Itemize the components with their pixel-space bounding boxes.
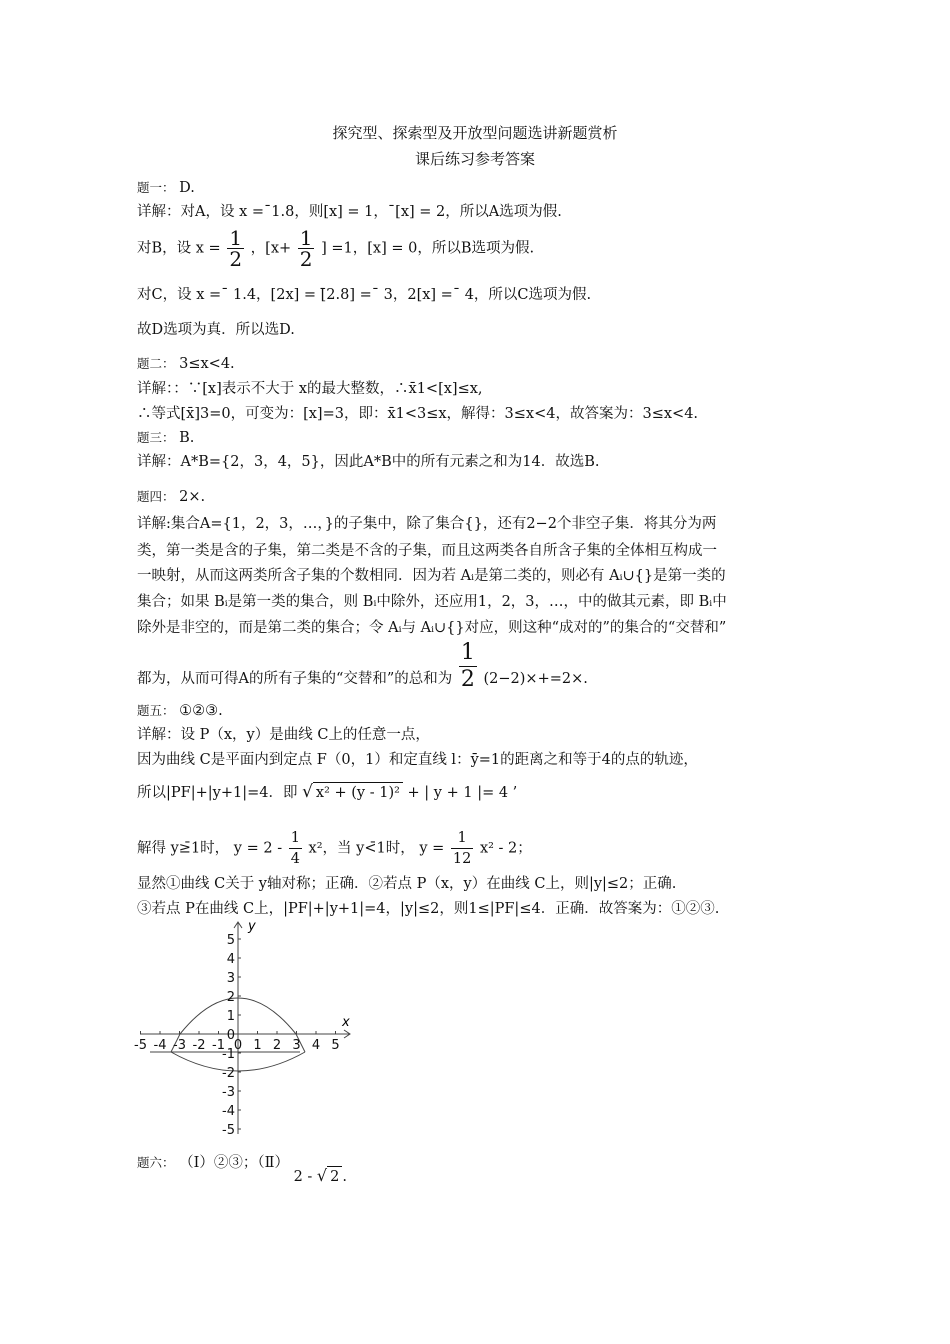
q5-f2-num: 1 [451, 828, 473, 849]
q1-line3: 对C，设 x =¯ 1.4，[2x] = [̄2.8] =¯ 3，2[x] =¯ 4，所以C选项为假. [137, 287, 592, 303]
y-tick-label: 1 [226, 1009, 235, 1024]
q3-line1: 详解：A*B={2，3，4，5}，因此A*B中的所有元素之和为14．故选B. [137, 454, 600, 470]
q1-label: 题一： [137, 180, 175, 195]
q6-label: 题六： [137, 1155, 175, 1170]
q2-header [137, 354, 235, 374]
q1-line2b: ，[x+ [250, 240, 292, 257]
q6-line [137, 1152, 347, 1185]
q1-half-den-1: 2 [229, 247, 243, 271]
q4-frac-num: 1 [460, 640, 475, 665]
q5-line2: 因为曲线 C是平面内到定点 F（0，1）和定直线 l：ȳ=1的距离之和等于4的点的轨迹， [137, 752, 698, 768]
q5-line4e: x² - 2； [479, 840, 532, 857]
x-tick-label: -3 [173, 1038, 186, 1053]
sqrt-sign-q6: √ [316, 1166, 328, 1185]
q5-label: 题五： [137, 703, 175, 718]
q1-line1: 详解：对A，设 x =¯1.8，则[x] = 1，¯[x] = 2，所以A选项为假. [137, 204, 562, 220]
curve-graph [130, 916, 370, 1138]
q4-fraction [459, 640, 477, 693]
q5-line4c: x²，当 y<̄1时， [308, 840, 415, 857]
q1-answer: D. [179, 180, 195, 196]
q2-line2: ∴等式[x̄]3=0，可变为：[x]=3，即：x̄1<3≤x，解得：3≤x<4，故答案为：3≤x<4. [137, 406, 699, 422]
q4-line6b: (2−2)×+=2×. [483, 671, 588, 687]
q6-expr-b: 2 [327, 1166, 342, 1187]
q1-half-fraction-2 [298, 228, 315, 269]
q4-line6 [137, 640, 588, 693]
sqrt-sign: √ [302, 782, 313, 802]
q5-sqrt-expr: x² + (y - 1)² [313, 782, 403, 803]
q1-line2c: ] =1，[x] = 0，所以B选项为假. [321, 240, 535, 257]
q4-header [137, 487, 205, 507]
x-tick-label: -4 [153, 1038, 167, 1053]
q5-line4d: y = [419, 840, 445, 857]
x-tick-label: 4 [311, 1038, 321, 1053]
q4-line1: 详解:集合A={1，2，3，…，}的子集中，除了集合{}，还有2−2个非空子集．将其分为两 [137, 516, 717, 532]
q1-half-fraction-1 [227, 228, 244, 269]
q2-answer: 3≤x<4. [179, 356, 235, 372]
q4-line3: 一映射，从而这两类所含子集的个数相同．因为若 Aᵢ是第二类的，则必有 Aᵢ∪{}是第一类的 [137, 568, 726, 584]
x-tick-label: 0 [233, 1038, 243, 1053]
q3-header [137, 428, 194, 448]
q2-label: 题二： [137, 356, 175, 371]
y-tick-label: 2 [226, 990, 235, 1005]
q3-answer: B. [179, 430, 195, 446]
y-tick-label: -5 [222, 1123, 235, 1138]
q4-line2: 类，第一类是含的子集，第二类是不含的子集，而且这两类各自所含子集的全体相互构成一 [137, 543, 717, 559]
q6-answer: （Ⅰ）②③；（Ⅱ） [179, 1155, 289, 1171]
q4-label: 题四： [137, 489, 175, 504]
q5-line4a: 解得 y≥̄1时， [137, 840, 230, 857]
q5-fraction-2 [451, 828, 473, 869]
q5-f2-den: 12 [452, 851, 472, 867]
y-tick-label: -3 [222, 1085, 235, 1100]
x-tick-label: 1 [253, 1038, 262, 1053]
q2-line1: 详解：：∵[x]表示不大于 x的最大整数，∴x̄1<[x]≤x, [137, 381, 483, 397]
q6-expr-a: 2 - [293, 1169, 313, 1185]
q5-line4b: y = 2 - [233, 840, 283, 857]
q3-label: 题三： [137, 430, 175, 445]
x-tick-label: 3 [292, 1038, 301, 1053]
q1-header [137, 178, 195, 198]
q4-frac-den: 2 [460, 667, 475, 692]
x-tick-label: -1 [212, 1038, 225, 1053]
q1-half-num-1: 1 [229, 226, 243, 250]
q4-line6a: 都为，从而可得A的所有子集的“交替和”的总和为 [137, 671, 453, 687]
y-tick-label: 5 [226, 933, 235, 948]
page-title: 探究型、探索型及开放型问题选讲新题赏析 [332, 124, 618, 142]
y-axis-label: y [248, 919, 256, 934]
q1-line4: 故D选项为真．所以选D. [137, 322, 295, 338]
y-tick-label: 0 [226, 1028, 235, 1043]
y-tick-label: 4 [226, 952, 235, 967]
q1-half-num-2: 1 [299, 226, 313, 250]
q1-half-den-2: 2 [299, 247, 313, 271]
q6-end: . [342, 1169, 347, 1185]
y-tick-label: -1 [222, 1047, 235, 1062]
q5-line1: 详解：设 P（x，y）是曲线 C上的任意一点， [137, 727, 430, 743]
q5-line4 [137, 828, 532, 869]
q4-answer: 2×. [179, 489, 206, 505]
q5-line3c: + | y + 1 |= 4 ’ [407, 785, 518, 801]
y-tick-label: -2 [222, 1066, 235, 1081]
q5-f1-num: 1 [289, 828, 302, 849]
y-tick-label: -4 [222, 1104, 235, 1119]
q5-line3a: 所以|PF|+|y+1|=4．即 [137, 785, 298, 801]
q5-fraction-1 [289, 828, 302, 869]
x-axis-label: x [342, 1015, 350, 1030]
q1-line2a: 对B，设 x = [137, 240, 221, 257]
q5-line5: 显然①曲线 C关于 y轴对称；正确．②若点 P（x，y）在曲线 C上，则|y|≤2；正确. [137, 876, 677, 892]
page-subtitle: 课后练习参考答案 [414, 150, 535, 168]
q5-header [137, 701, 223, 721]
q1-line2 [137, 228, 534, 269]
q5-f1-den: 4 [290, 851, 300, 867]
q4-line4: 集合；如果 Bᵢ是第一类的集合，则 Bᵢ中除外，还应用1，2，3，…，中的做其元素，即 Bᵢ中 [137, 594, 727, 610]
q4-line5: 除外是非空的，而是第二类的集合；令 Aᵢ与 Aᵢ∪{}对应，则这种“成对的”的集合的“交替和” [137, 620, 727, 636]
y-tick-label: 3 [226, 971, 235, 986]
q5-line3 [137, 782, 517, 803]
x-tick-label: 2 [272, 1038, 282, 1053]
x-tick-label: 5 [331, 1038, 340, 1053]
x-tick-label: -5 [134, 1038, 147, 1053]
q6-expression [293, 1166, 347, 1185]
q5-answer: ①②③. [179, 703, 223, 719]
q5-line6: ③若点 P在曲线 C上，|PF|+|y+1|=4，|y|≤2，则1≤|PF|≤4．正确．故答案为：①②③. [137, 901, 720, 917]
x-tick-label: -2 [192, 1038, 206, 1053]
